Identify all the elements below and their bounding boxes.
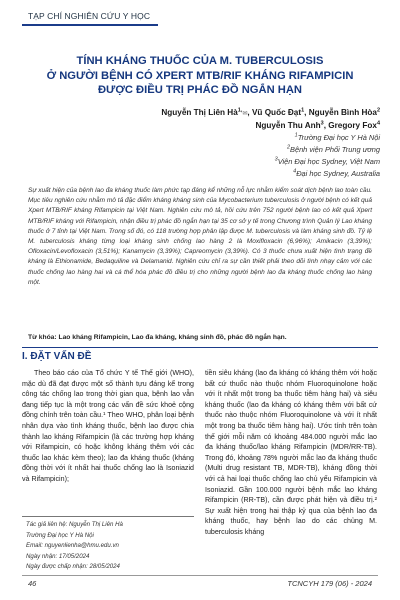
footnote-received: Ngày nhận: 17/05/2024 [26,552,90,560]
author-sup: 2 [376,107,380,114]
keywords: Từ khóa: Lao kháng Rifampicin, Lao đa kháng, kháng sinh đồ, phác đồ ngắn hạn. [28,334,287,341]
author-line-1 [50,107,380,120]
footnote-corresponding: Tác giả liên hệ: Nguyễn Thị Liên Hà [26,521,123,528]
section-rule [22,347,378,348]
author-name: Nguyễn Thị Liên Hà [161,108,238,117]
author-sup: 4 [376,120,380,127]
author-name: , Nguyễn Bình Hòa [304,108,377,117]
body-column-left [22,368,194,485]
journal-section-label: TẠP CHÍ NGHIÊN CỨU Y HỌC [28,11,151,21]
body-paragraph: Theo báo cáo của Tổ chức Y tế Thế giới (WHO), mặc dù đã đạt được một số thành tựu đáng kể trong công tác chống lao trong thời gian qua, bệnh lao vẫn đang tiếp tục là một trong các vấn đề sức khoẻ cộng đồng chính trên toàn cầu.¹ Theo WHO, phân loại bệnh nhân dựa vào tình kháng thuốc, bệnh lao được chia thành lao kháng Rifampicin (là các trường hợp kháng với Rifampicin, có hoặc không kháng thêm với các thuốc lao khác kèm theo); lao đa kháng thuốc (kháng đồng thời với ít nhất hai thuốc chống lao là Isoniazid và Rifampicin); [22,369,194,483]
footnote-rule [22,516,194,517]
author-email-icon: ✉ [242,111,248,117]
affiliation-list [130,132,380,180]
correspondence-footnote [26,520,123,573]
author-list [50,107,380,132]
body-column-right [205,368,377,538]
affiliation: $^4$Đại học Sydney, Australia [293,168,380,178]
footnote-affiliation: Trường Đại học Y Hà Nội [26,531,94,539]
abstract: Sự xuất hiện của bệnh lao đa kháng thuốc làm phức tạp đáng kể những nỗ lực nhằm kiểm soát dịch bệnh lao toàn cầu. Mục tiêu nghiên cứu nhằm mô tả đặc điểm kháng kháng sinh của Mycobacterium tuberculosis ở người bệnh có kết quả Xpert MTB/RIF kháng Rifampicin tại Việt Nam. Nghiên cứu mô tả, hồi cứu trên 752 người bệnh lao có kết quả Xpert MTB/RIF kháng với Rifampicin, nhận điều trị phác đồ ngắn hạn tại 35 cơ sở y tế trong Chương trình Quản lý Lao kháng thuốc ở 7 tỉnh tại Việt Nam. Trong số đó, có 118 trường hợp phân lập được M. tuberculosis và làm kháng sinh đồ. Tỷ lệ M. tuberculosis kháng từng loại kháng sinh chống lao hàng 2 là Moxifloxacin (6,96%); Amikacin (3,39%); Ofloxacin/Levofloxacin (3,51%); Kanamycin (3,39%); Capreomycin (3,39%). Có 3 thuốc chưa xuất hiện tình trạng đề kháng là Ethionamide, Bedaquiline và Delamanid. Nghiên cứu chỉ ra sự cần thiết phải theo dõi tình nhạy cảm với các thuốc chống lao hàng hai và cá thể hóa phác đồ điều trị cho những người bệnh lao đa kháng thuốc chống lao hàng một. [28,187,372,286]
author-sup: 1 [301,107,305,114]
author-sup: 1, [237,107,243,114]
footer-rule [22,575,378,576]
body-paragraph: tiền siêu kháng (lao đa kháng có kháng thêm với hoặc bất cứ thuốc nào thuộc nhóm Fluoroquinolone hoặc với ít nhất một trong ba thuốc tiêm hàng hai) và siêu kháng thuốc (lao đa kháng có kháng thêm với bất cứ thuốc nào thuộc nhóm Fluoroquinolone và với ít nhất một trong ba thuốc tiêm hàng hai). Ước tính trên toàn thế giới mỗi năm có khoảng 484.000 người mắc lao đa kháng thuốc/lao kháng Rifampicin (MDR/RR-TB). Trong đó, khoảng 78% người mắc lao đa kháng thuốc (Multi drug resistant TB, MDR-TB), kháng đồng thời với cả hai loại thuốc chống lao chủ yếu Rifampicin và Isoniazid. Gần 100.000 người bệnh mắc lao kháng Rifampicin (RR-TB), cần được phát hiện và điều trị.² Sự xuất hiện trong hai thập kỷ qua của bệnh lao đa kháng thuốc, hay bệnh lao do các chủng M. tuberculosis kháng [205,369,377,536]
journal-citation: TCNCYH 179 (06) - 2024 [287,579,372,588]
section-heading: I. ĐẶT VẤN ĐỀ [22,351,92,362]
author-line-2 [50,120,380,132]
title-line-2: Ở NGƯỜI BỆNH CÓ XPERT MTB/RIF KHÁNG RIFAMPICIN [46,69,354,82]
affiliation: $^2$Bệnh viện Phổi Trung ương [286,144,380,154]
title-line-1: TÍNH KHÁNG THUỐC CỦA M. TUBERCULOSIS [76,55,324,67]
page-number: 46 [28,579,37,588]
author-name: , Gregory Fox [323,121,377,130]
footnote-email: Email: nguyenlienha@hmu.edu.vn [26,542,119,550]
article-title [20,54,380,98]
footnote-accepted: Ngày được chấp nhận: 28/05/2024 [26,563,120,571]
affiliation: $^1$Trường Đại học Y Hà Nội [294,132,380,142]
author-name: , Vũ Quốc Đạt [247,108,302,117]
header-rule [22,24,158,26]
author-name: Nguyễn Thu Anh [255,121,321,130]
affiliation: $^3$Viện Đại học Sydney, Việt Nam [274,156,380,166]
title-line-3: ĐƯỢC ĐIỀU TRỊ PHÁC ĐỒ NGẮN HẠN [97,84,303,96]
author-sup: 3 [320,120,324,127]
